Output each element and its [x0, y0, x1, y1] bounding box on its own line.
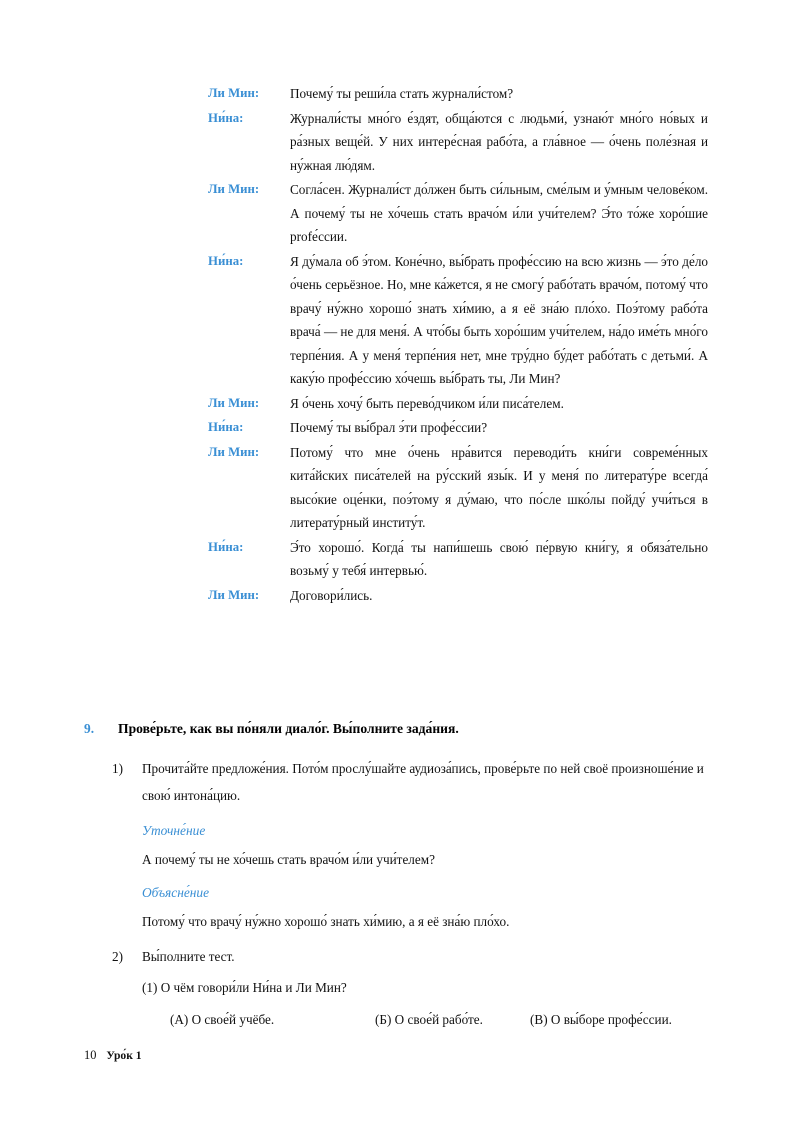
page-number: 10: [84, 1048, 97, 1062]
explanation-label: Объясне́ние: [142, 885, 210, 900]
unit-label: Уро́к 1: [106, 1049, 142, 1062]
test-question: [142, 976, 714, 1000]
dialogue-turn: [208, 107, 708, 178]
utterance-text: Почему́ ты вы́брал э́ти профе́ссии?: [290, 420, 488, 435]
test-option-c[interactable]: (В) О вы́боре профе́ссии.: [530, 1012, 672, 1027]
exercise-title: Прове́рьте, как вы по́няли диало́г. Вы́полните зада́ния.: [118, 721, 459, 736]
task-2: [84, 943, 714, 970]
test-option-b[interactable]: (Б) О свое́й рабо́те.: [375, 1012, 483, 1027]
dialogue-turn: [208, 250, 708, 391]
exercise-number: 9.: [84, 721, 95, 736]
exercise-heading: [84, 718, 714, 739]
task-1: [84, 755, 714, 809]
utterance-text: Почему́ ты реши́ла стать журнали́стом?: [290, 86, 514, 101]
task-2-text: Вы́полните тест.: [142, 949, 235, 964]
clarification-label: Уточне́ние: [142, 823, 206, 838]
task-1-marker: 1): [112, 761, 123, 776]
dialogue-turn: [208, 441, 708, 535]
dialogue-block: [208, 82, 708, 608]
utterance-text: Договори́лись.: [290, 587, 373, 603]
test-question-number: (1): [142, 980, 158, 995]
dialogue-turn: [208, 82, 708, 106]
dialogue-turn: [208, 416, 708, 440]
speaker-label: Ни́на:: [208, 110, 244, 125]
speaker-label: Ли Мин:: [208, 587, 260, 602]
dialogue-turn: [208, 584, 708, 608]
dialogue-turn: [208, 178, 708, 249]
dialogue-turn: [208, 536, 708, 583]
speaker-label: Ни́на:: [208, 539, 244, 554]
utterance-text: Потому́ что мне о́чень нра́вится переводи́ть кни́ги совреме́нных кита́йских писа́телей на ру́сский язы́к. И у меня́ по литерату́ре всегда́ высо́кие оце́нки, поэ́тому я ду́маю, что по́сле шко́лы пойду́ учи́ться в литерату́рный институ́т.: [290, 444, 708, 530]
speaker-label: Ни́на:: [208, 420, 244, 434]
speaker-label: Ли Мин:: [208, 86, 260, 100]
speaker-label: Ни́на:: [208, 253, 244, 268]
speaker-label: Ли Мин:: [208, 395, 260, 410]
clarification-text: А почему́ ты не хо́чешь стать врачо́м и́ли учи́телем?: [142, 852, 435, 867]
test-question-text: О чём говори́ли Ни́на и Ли Мин?: [160, 980, 347, 995]
speaker-label: Ли Мин:: [208, 182, 260, 196]
task-1-text: Прочита́йте предложе́ния. Пото́м прослу́шайте аудиоза́пись, прове́рьте по ней своё произноше́ние и свою́ интона́цию.: [142, 761, 704, 803]
explanation-text: Потому́ что врачу́ ну́жно хорошо́ знать хи́мию, а я её зна́ю пло́хо.: [142, 914, 510, 929]
page-footer: [84, 1048, 142, 1063]
test-option-a[interactable]: (А) О свое́й учёбе.: [170, 1012, 275, 1027]
utterance-text: Согла́сен. Журнали́ст до́лжен быть си́льным, сме́лым и у́мным челове́ком. А почему́ ты не хо́чешь стать врачо́м и́ли учи́телем? Э́то то́же хоро́шие profе́ссии.: [290, 182, 708, 244]
utterance-text: Журнали́сты мно́го е́здят, обща́ются с людьми́, узнаю́т мно́го но́вых и ра́зных веще́й. У них интере́сная рабо́та, а гла́вное — о́чень поле́зная и ну́жная лю́дям.: [290, 110, 708, 173]
dialogue-turn: [208, 392, 708, 416]
speaker-label: Ли Мин:: [208, 444, 260, 459]
test-options: [170, 1008, 714, 1032]
utterance-text: Э́то хорошо́. Когда́ ты напи́шешь свою́ пе́рвую кни́гу, я обяза́тельно возьму́ у тебя́ интервью́.: [290, 539, 708, 578]
task-2-marker: 2): [112, 949, 123, 964]
utterance-text: Я ду́мала об э́том. Коне́чно, вы́брать профе́ссию на всю жизнь — э́то де́ло о́чень серьёзное. Но, мне ка́жется, я не смогу́ рабо́тать врачо́м, потому́ что врачу́ ну́жно хорошо́ знать хи́мию, а я её зна́ю пло́хо. Поэ́тому рабо́та врача́ — не для меня́. А что́бы быть хоро́шим учи́телем, на́до име́ть мно́го терпе́ния. А у меня́ терпе́ния нет, мне тру́дно бу́дет рабо́тать с детьми́. А каку́ю профе́ссию хо́чешь вы́брать ты, Ли Мин?: [290, 253, 708, 386]
exercise-block: [84, 718, 714, 1032]
utterance-text: Я о́чень хочу́ быть перево́дчиком и́ли писа́телем.: [290, 395, 564, 411]
